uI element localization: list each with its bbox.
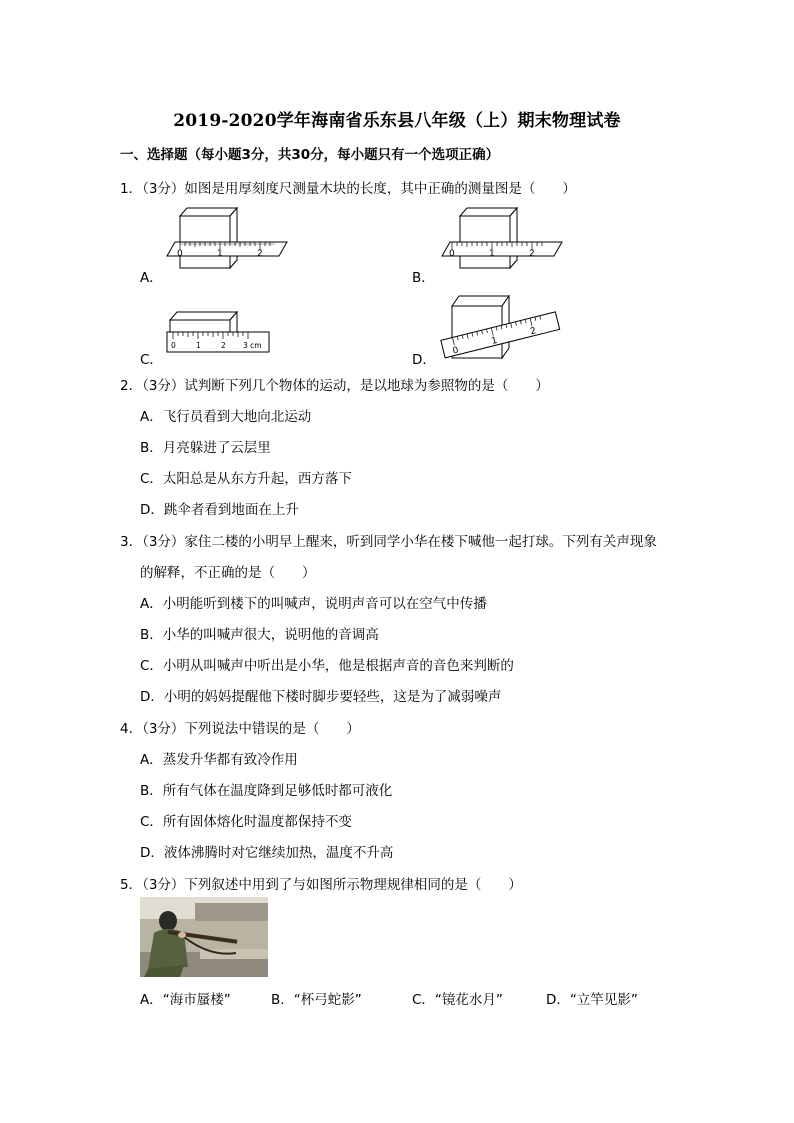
- q1-option-c-label: C．: [140, 352, 163, 368]
- q1-d-tick-0: 0: [451, 345, 460, 357]
- q1-c-tick-1: 1: [196, 341, 201, 350]
- q4-option-d: D．液体沸腾时对它继续加热，温度不升高: [140, 845, 394, 861]
- q1-c-tick-0: 0: [171, 341, 176, 350]
- q1-figure-d: [440, 288, 564, 362]
- q1-a-tick-2: 2: [257, 249, 263, 259]
- question-2-stem: 2．（3分）试判断下列几个物体的运动，是以地球为参照物的是（ ）: [120, 378, 549, 394]
- question-3-stem-line2: 的解释，不正确的是（ ）: [140, 565, 316, 581]
- q1-d-tick-1: 1: [490, 335, 499, 347]
- q1-option-a-label: A．: [140, 270, 163, 286]
- q1-figure-a: [165, 204, 289, 276]
- q4-option-c: C．所有固体熔化时温度都保持不变: [140, 814, 352, 830]
- q1-a-tick-0: 0: [177, 249, 183, 259]
- q1-d-tick-2: 2: [529, 326, 538, 338]
- q1-option-b-label: B．: [412, 270, 435, 286]
- question-4-stem: 4．（3分）下列说法中错误的是（ ）: [120, 721, 360, 737]
- q2-option-d: D．跳伞者看到地面在上升: [140, 502, 299, 518]
- section-heading: 一、选择题（每小题3分，共30分，每小题只有一个选项正确）: [120, 147, 500, 163]
- q1-figure-c: [165, 308, 275, 360]
- question-1-stem: 1．（3分）如图是用厚刻度尺测量木块的长度，其中正确的测量图是（ ）: [120, 181, 576, 197]
- q3-option-a: A．小明能听到楼下的叫喊声，说明声音可以在空气中传播: [140, 596, 487, 612]
- q1-c-tick-3: 3 cm: [243, 341, 262, 350]
- q5-soldier-aiming-photo: [140, 897, 268, 977]
- q5-option-c: C．“镜花水月”: [412, 992, 503, 1008]
- q5-option-b: B．“杯弓蛇影”: [271, 992, 362, 1008]
- q3-option-b: B．小华的叫喊声很大，说明他的音调高: [140, 627, 379, 643]
- q1-c-tick-2: 2: [221, 341, 226, 350]
- q3-option-c: C．小明从叫喊声中听出是小华，他是根据声音的音色来判断的: [140, 658, 514, 674]
- q5-option-d: D．“立竿见影”: [546, 992, 638, 1008]
- q2-option-c: C．太阳总是从东方升起，西方落下: [140, 471, 352, 487]
- q4-option-b: B．所有气体在温度降到足够低时都可液化: [140, 783, 393, 799]
- q1-b-tick-2: 2: [529, 249, 535, 259]
- q1-a-tick-1: 1: [217, 249, 223, 259]
- q1-option-d-label: D．: [412, 352, 436, 368]
- q1-b-tick-0: 0: [449, 249, 455, 259]
- question-5-stem: 5．（3分）下列叙述中用到了与如图所示物理规律相同的是（ ）: [120, 877, 522, 893]
- q1-figure-b: [440, 204, 564, 276]
- q5-option-a: A．“海市蜃楼”: [140, 992, 231, 1008]
- q1-b-tick-1: 1: [489, 249, 495, 259]
- page-title: 2019-2020学年海南省乐东县八年级（上）期末物理试卷: [173, 111, 621, 131]
- q2-option-b: B．月亮躲进了云层里: [140, 440, 271, 456]
- q3-option-d: D．小明的妈妈提醒他下楼时脚步要轻些，这是为了减弱噪声: [140, 689, 502, 705]
- question-3-stem-line1: 3．（3分）家住二楼的小明早上醒来，听到同学小华在楼下喊他一起打球。下列有关声现象: [120, 534, 657, 550]
- q2-option-a: A．飞行员看到大地向北运动: [140, 409, 312, 425]
- q4-option-a: A．蒸发升华都有致冷作用: [140, 752, 298, 768]
